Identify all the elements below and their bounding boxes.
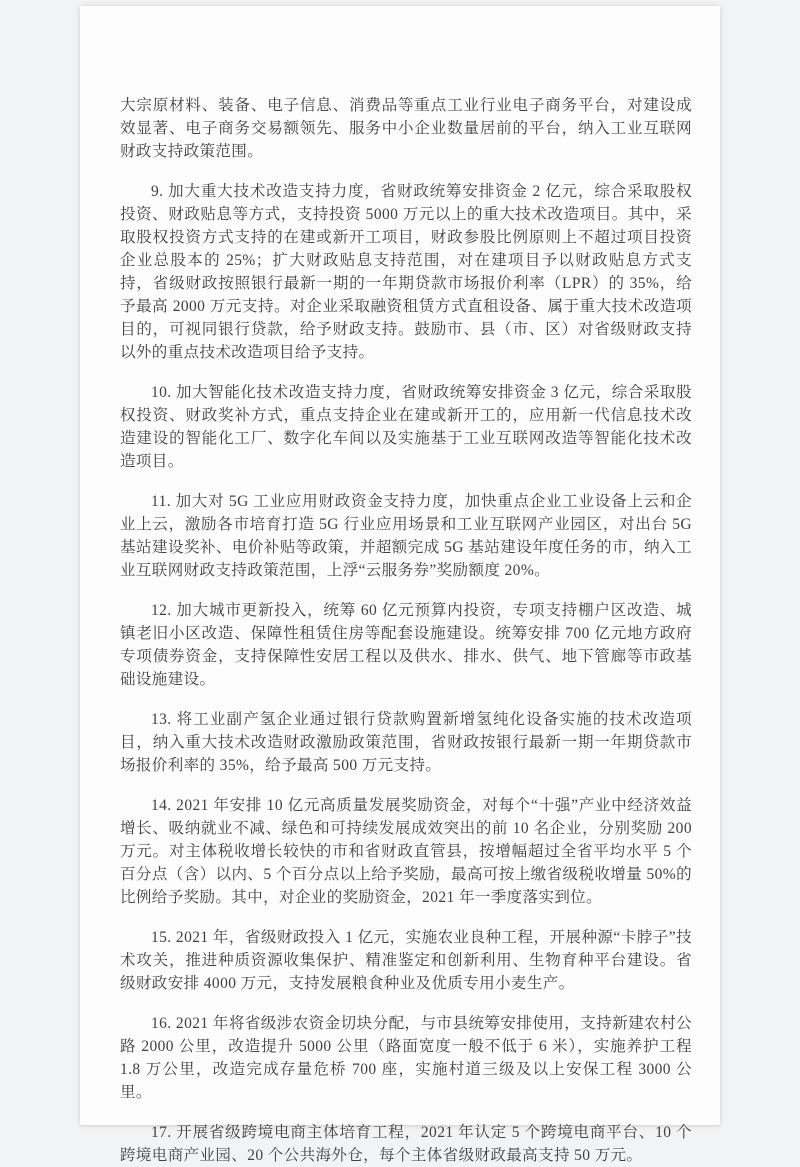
document-page	[80, 6, 720, 1164]
paragraph-item-12: 12. 加大城市更新投入，统筹 60 亿元预算内投资，专项支持棚户区改造、城镇老旧小区改造、保障性租赁住房等配套设施建设。统筹安排 700 亿元地方政府专项债券资金，支持保障性安居工程以及供水、排水、供气、地下管廊等市政基础设施建设。	[120, 602, 692, 688]
paragraph-item-14: 14. 2021 年安排 10 亿元高质量发展奖励资金，对每个“十强”产业中经济效益增长、吸纳就业不减、绿色和可持续发展成效突出的前 10 名企业，分别奖励 200 万元。对主体税收增长较快的市和省财政直管县，按增幅超过全省平均水平 5 个百分点（含）以内、5 个百分点以上给予奖励，最高可按上缴省级税收增量 50%的比例给予奖励。其中，对企业的奖励资金，2021 年一季度落实到位。	[120, 797, 692, 906]
paragraph-item-10: 10. 加大智能化技术改造支持力度，省财政统筹安排资金 3 亿元，综合采取股权投资、财政奖补方式，重点支持企业在建或新开工的，应用新一代信息技术改造建设的智能化工厂、数字化车间以及实施基于工业互联网改造等智能化技术改造项目。	[120, 384, 692, 470]
paragraph-item-17: 17. 开展省级跨境电商主体培育工程，2021 年认定 5 个跨境电商平台、10 个跨境电商产业园、20 个公共海外仓，每个主体省级财政最高支持 50 万元。	[120, 1124, 692, 1164]
paragraph-item-15: 15. 2021 年，省级财政投入 1 亿元，实施农业良种工程，开展种源“卡脖子”技术攻关，推进种质资源收集保护、精准鉴定和创新利用、生物育种平台建设。省级财政安排 4000 万元，支持发展粮食种业及优质专用小麦生产。	[120, 929, 692, 992]
document-body	[120, 94, 692, 1167]
paragraph-item-13: 13. 将工业副产氢企业通过银行贷款购置新增氢纯化设备实施的技术改造项目，纳入重大技术改造财政激励政策范围，省财政按银行最新一期一年期贷款市场报价利率的 35%，给予最高 500 万元支持。	[120, 711, 692, 774]
paragraph-item-16: 16. 2021 年将省级涉农资金切块分配，与市县统筹安排使用，支持新建农村公路 2000 公里，改造提升 5000 公里（路面宽度一般不低于 6 米），实施养护工程 1.8 万公里，改造完成存量危桥 700 座，实施村道三级及以上安保工程 3000 公里。	[120, 1015, 692, 1101]
paragraph-continuation: 大宗原材料、装备、电子信息、消费品等重点工业行业电子商务平台，对建设成效显著、电子商务交易额领先、服务中小企业数量居前的平台，纳入工业互联网财政支持政策范围。	[120, 97, 692, 160]
paragraph-item-11: 11. 加大对 5G 工业应用财政资金支持力度，加快重点企业工业设备上云和企业上云，激励各市培育打造 5G 行业应用场景和工业互联网产业园区，对出台 5G 基站建设奖补、电价补贴等政策，并超额完成 5G 基站建设年度任务的市，纳入工业互联网财政支持政策范围，上浮“云服务券”奖励额度 20%。	[120, 493, 692, 579]
paragraph-item-9: 9. 加大重大技术改造支持力度，省财政统筹安排资金 2 亿元，综合采取股权投资、财政贴息等方式，支持投资 5000 万元以上的重大技术改造项目。其中，采取股权投资方式支持的在建或新开工项目，财政参股比例原则上不超过项目投资企业总股本的 25%；扩大财政贴息支持范围，对在建项目予以财政贴息方式支持，省级财政按照银行最新一期的一年期贷款市场报价利率（LPR）的 35%，给予最高 2000 万元支持。对企业采取融资租赁方式直租设备、属于重大技术改造项目的，可视同银行贷款，给予财政支持。鼓励市、县（市、区）对省级财政支持以外的重点技术改造项目给予支持。	[120, 183, 692, 361]
